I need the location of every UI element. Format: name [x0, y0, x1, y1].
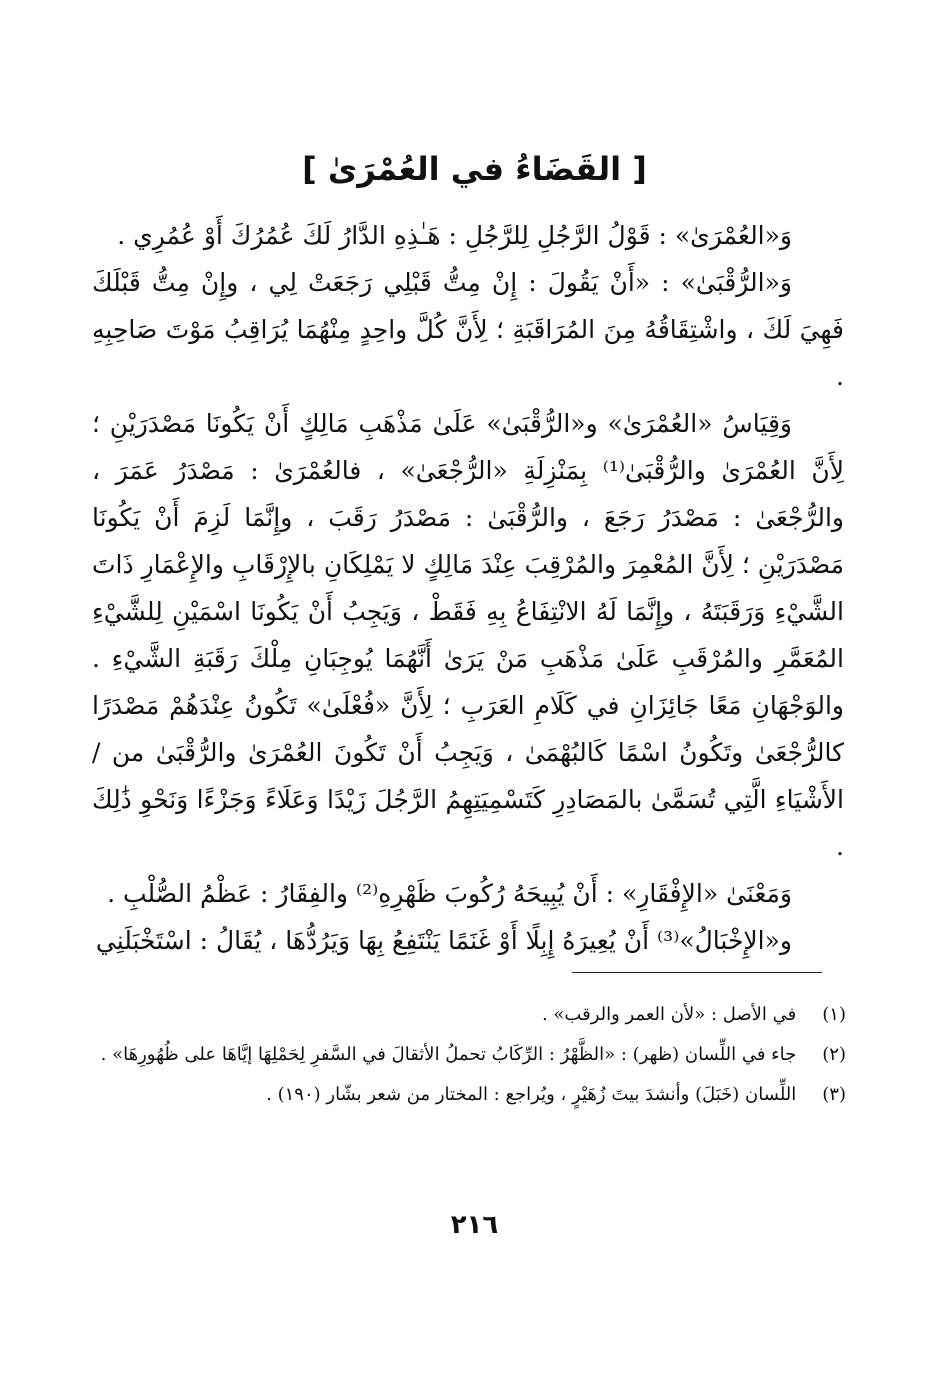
footnote-number: (٣) [822, 1084, 846, 1105]
footnote [150, 1075, 846, 1115]
footnote-text: اللِّسان (خَبَلَ) وأنشدَ بيتَ زُهَيْرٍ ، ويُراجع : المختار من شعر بشّار (١٩٠) . [266, 1084, 797, 1105]
page-number: ٢١٦ [450, 1210, 499, 1240]
paragraph: وَقِيَاسُ «العُمْرَىٰ» و«الرُّقْبَىٰ» عَلَىٰ مَذْهَبِ مَالِكٍ أَنْ يَكُونَا مَصْدَرَيْنِ ؛ لِأَنَّ العُمْرَىٰ والرُّقْبَىٰ⁽¹⁾ بِمَنْزِلَةِ «الرُّجْعَىٰ» ، فالعُمْرَىٰ : مَصْدَرُ عَمَرَ ، والرُّجْعَىٰ : مَصْدَرُ رَجَعَ ، والرُّقْبَىٰ : مَصْدَرُ رَقَبَ ، وإِنَّمَا لَزِمَ أَنْ يَكُونَا مَصْدَرَيْنِ ؛ لِأَنَّ المُعْمِرَ والمُرْقِبَ عِنْدَ مَالِكٍ لا يَمْلِكَانِ بالإِرْقَابِ والإِعْمَارِ ذَاتَ الشَّيْءِ وَرَقَبَتَهُ ، وإِنَّمَا لَهُ الانْتِفَاعُ بِهِ فَقَطْ ، وَيَجِبُ أَنْ يَكُونَا اسْمَيْنِ لِلشَّيْءِ المُعَمَّرِ والمُرْقَبِ عَلَىٰ مَذْهَبِ مَنْ يَرَىٰ أَنَّهُمَا يُوجِبَانِ مِلْكَ رَقَبَةِ الشَّيْءِ . والوَجْهَانِ مَعًا جَائِزَانِ في كَلَامِ العَرَبِ ؛ لِأَنَّ «فُعْلَىٰ» تَكُونُ عِنْدَهُمْ مَصْدَرًا كالرُّجْعَىٰ وتَكُونُ اسْمًا كَالبُهْمَىٰ ، وَيَجِبُ أَنْ تَكُونَ العُمْرَىٰ والرُّقْبَىٰ من / الأَشْيَاءِ الَّتِي تُسَمَّىٰ بالمَصَادِرِ كَتَسْمِيَتِهِمُ الرَّجُلَ زَيْدًا وَعَلَاءً وَجَزْءًا وَنَحْوِ ذَٰلِكَ . [92, 409, 844, 861]
footnote [100, 1035, 846, 1075]
body-text [92, 212, 844, 964]
footnote-text: في الأصل : «لأن العمر والرقب» . [541, 1004, 797, 1025]
footnote-text: جاء في اللِّسان (ظهر) : «الظَّهْرُ : الرِّكَابُ تحملُ الأثقالَ في السَّفرِ لِحَمْلِهَا إيَّاهَا على ظُهُورِهَا» . [100, 1044, 797, 1065]
footnote-number: (٢) [822, 1044, 846, 1065]
section-title: [ القَضَاءُ في العُمْرَىٰ ] [302, 150, 647, 188]
footnote-number: (١) [822, 1004, 846, 1025]
footnote [150, 995, 846, 1035]
footnotes [100, 995, 846, 1115]
paragraph: وَمَعْنَىٰ «الإِفْقَارِ» : أَنْ يُبِيحَهُ رُكُوبَ ظَهْرِهِ⁽²⁾ والفِقَارُ : عَظْمُ الصُّلْبِ . [107, 879, 792, 908]
paragraph: و«الإِخْبَالُ»⁽³⁾ أَنْ يُعِيرَهُ إِبِلًا أَوْ غَنَمًا يَنْتَفِعُ بِهَا وَيَرُدُّهَا ، يُقَالُ : اسْتَخْبَلَنِي [95, 926, 792, 955]
paragraph: وَ«العُمْرَىٰ» : قَوْلُ الرَّجُلِ لِلرَّجُلِ : هَـٰذِهِ الدَّارُ لَكَ عُمُرُكَ أَوْ عُمُرِي . [117, 221, 792, 250]
paragraph: وَ«الرُّقْبَىٰ» : «أَنْ يَقُولَ : إِنْ مِتُّ قَبْلِي رَجَعَتْ لِي ، وإِنْ مِتُّ قَبْلَكَ فَهِيَ لَكَ ، واشْتِقَاقُهُ مِنَ المُرَاقَبَةِ ؛ لِأَنَّ كُلَّ واحِدٍ مِنْهُمَا يُرَاقِبُ مَوْتَ صَاحِبِهِ . [92, 268, 844, 391]
footnote-divider [572, 972, 822, 973]
